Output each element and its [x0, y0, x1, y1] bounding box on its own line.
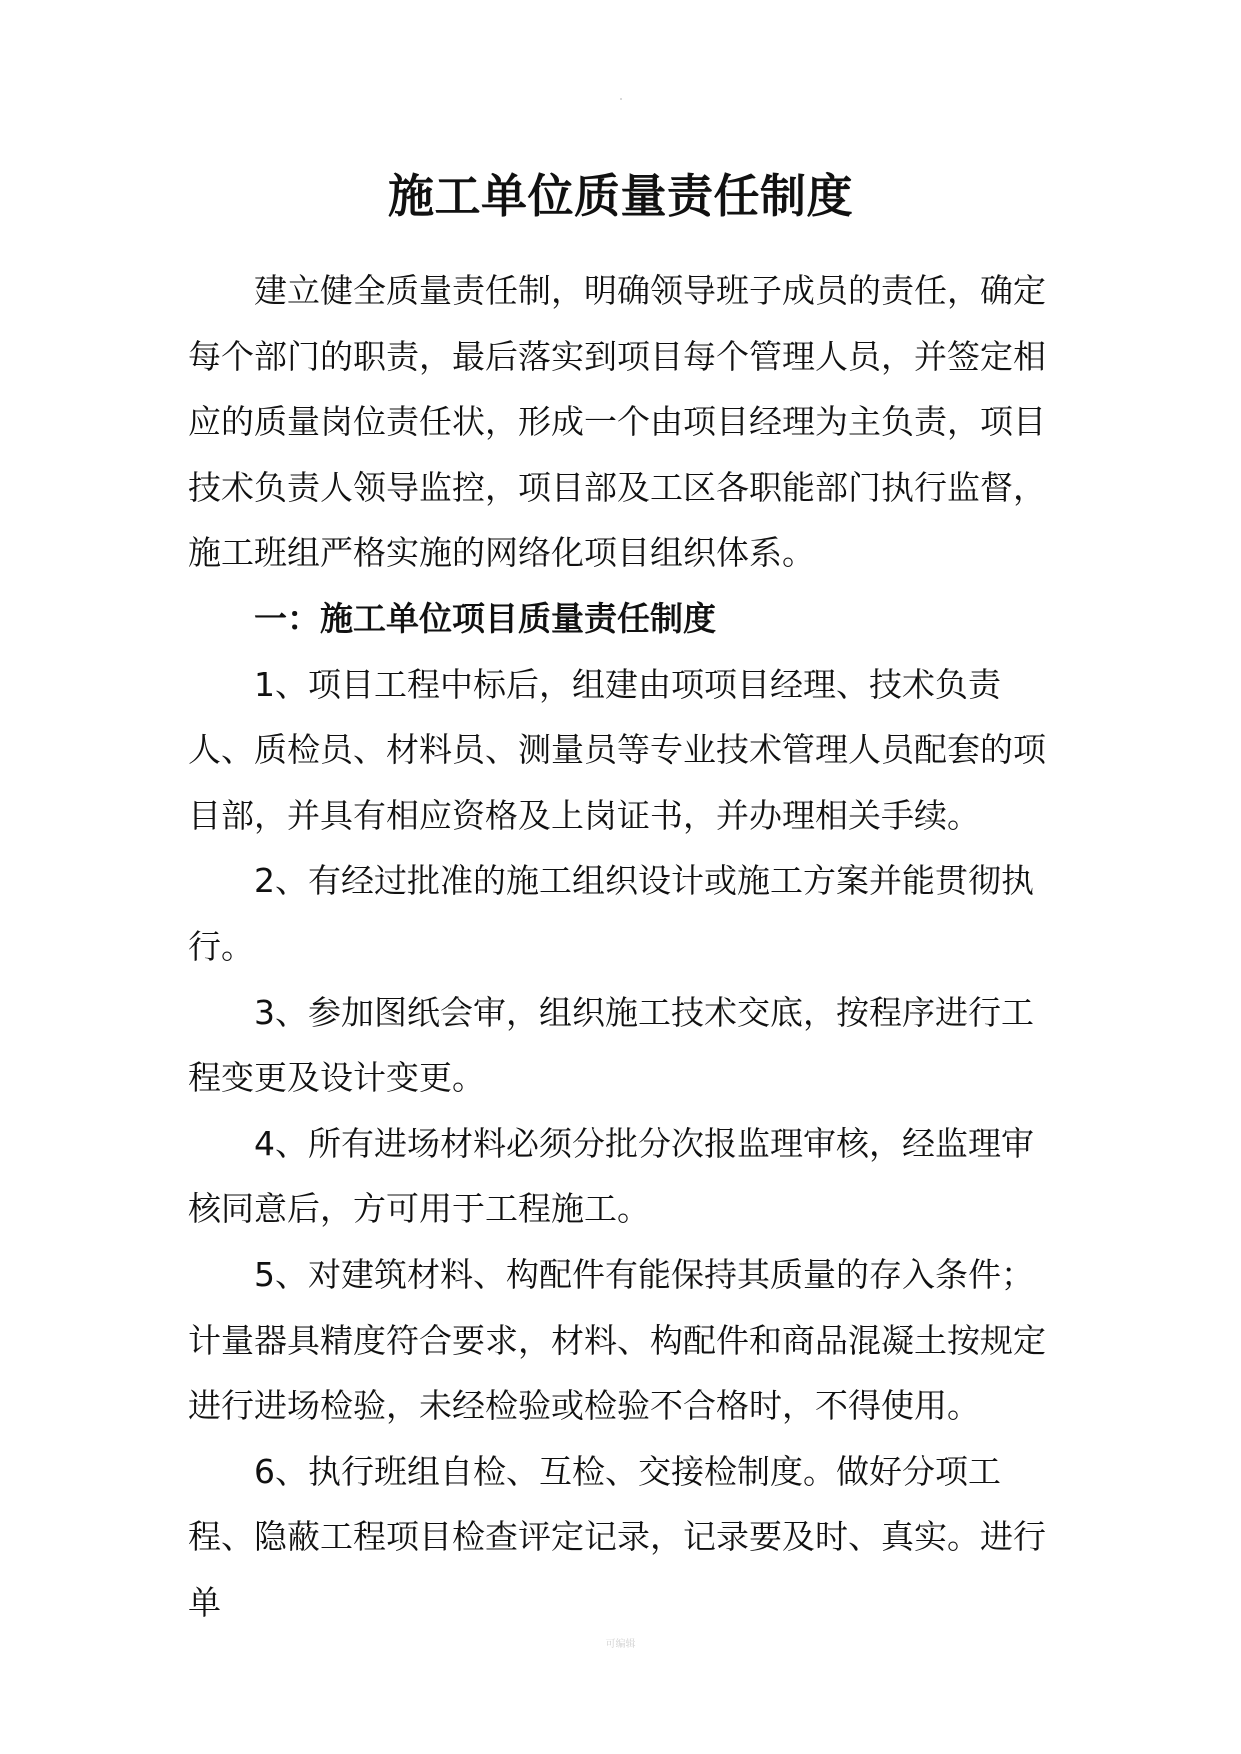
rule-item-4: 4、所有进场材料必须分批分次报监理审核，经监理审核同意后，方可用于工程施工。 [188, 1123, 1034, 1229]
document-body [188, 258, 1058, 1635]
rule-item-5: 5、对建筑材料、构配件有能保持其质量的存入条件；计量器具精度符合要求，材料、构配件和商品混凝土按规定进行进场检验，未经检验或检验不合格时，不得使用。 [188, 1254, 1046, 1426]
rule-item-3: 3、参加图纸会审，组织施工技术交底，按程序进行工程变更及设计变更。 [188, 992, 1034, 1098]
rule-item-6: 6、执行班组自检、互检、交接检制度。做好分项工程、隐蔽工程项目检查评定记录，记录要及时、真实。进行单 [188, 1451, 1046, 1622]
editable-footer-note: 可编辑 [605, 1639, 636, 1650]
page-marker-dot [620, 98, 622, 100]
section-heading: 一：施工单位项目质量责任制度 [254, 598, 716, 638]
intro-paragraph: 建立健全质量责任制，明确领导班子成员的责任，确定每个部门的职责，最后落实到项目每个管理人员，并签定相应的质量岗位责任状，形成一个由项目经理为主负责，项目技术负责人领导监控，项目部及工区各职能部门执行监督，施工班组严格实施的网络化项目组织体系。 [188, 271, 1046, 573]
document-title: 施工单位质量责任制度 [388, 169, 853, 223]
rule-item-2: 2、有经过批准的施工组织设计或施工方案并能贯彻执行。 [188, 861, 1034, 966]
rule-item-1: 1、项目工程中标后，组建由项项目经理、技术负责人、质检员、材料员、测量员等专业技术管理人员配套的项目部，并具有相应资格及上岗证书，并办理相关手续。 [188, 664, 1046, 835]
